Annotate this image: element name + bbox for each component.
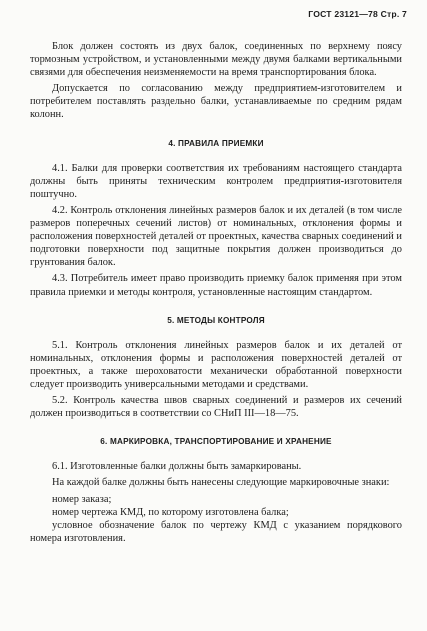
clause-6-1: 6.1. Изготовленные балки должны быть замаркированы. — [52, 461, 302, 473]
document-body — [30, 40, 402, 548]
marking-item-3: условное обозначение балок по чертежу КМД с указанием порядкового номера изготовления. — [30, 519, 402, 544]
section-4-title: 4. ПРАВИЛА ПРИЕМКИ — [168, 138, 264, 148]
clause-6-1-marking-intro: На каждой балке должны быть нанесены следующие маркировочные знаки: — [52, 477, 390, 489]
intro-paragraph-1: Блок должен состоять из двух балок, соединенных по верхнему поясу тормозным устройством, и установленными между двумя балками вертикальными связями для обеспечения неизменяемости на время транспортирования блока. — [30, 41, 402, 79]
section-6-title: 6. МАРКИРОВКА, ТРАНСПОРТИРОВАНИЕ И ХРАНЕНИЕ — [100, 437, 332, 447]
clause-5-1: 5.1. Контроль отклонения линейных размеров балок и их деталей от номинальных, отклонения формы и расположения поверхностей деталей от проектных, а также шероховатости механически обработанной поверхности следует производить универсальными методами и средствами. — [30, 339, 402, 390]
clause-4-1: 4.1. Балки для проверки соответствия их требованиям настоящего стандарта должны быть приняты техническим контролем предприятия-изготовителя поштучно. — [30, 162, 402, 200]
clause-5-2: 5.2. Контроль качества швов сварных соединений и размеров их сечений должен производиться в соответствии со СНиП III—18—75. — [30, 395, 402, 420]
section-5-title: 5. МЕТОДЫ КОНТРОЛЯ — [167, 315, 265, 325]
page-header: ГОСТ 23121—78 Стр. 7 — [308, 9, 407, 19]
clause-4-3: 4.3. Потребитель имеет право производить приемку балок применяя при этом правила приемки и методы контроля, установленные настоящим стандартом. — [30, 273, 402, 298]
clause-4-2: 4.2. Контроль отклонения линейных размеров балок и их деталей (в том числе размеров поперечных сечений листов) от номинальных, отклонения формы и расположения поверхностей деталей от проектных, качества сварных соединений и подготовки поверхности под защитные покрытия должен производиться до грунтования балок. — [30, 204, 402, 269]
marking-item-1: номер заказа; — [52, 493, 112, 505]
marking-item-2: номер чертежа КМД, по которому изготовлена балка; — [52, 506, 289, 518]
intro-paragraph-2: Допускается по согласованию между предприятием-изготовителем и потребителем поставлять раздельно балки, устанавливаемые по средним рядам колонн. — [30, 83, 402, 121]
